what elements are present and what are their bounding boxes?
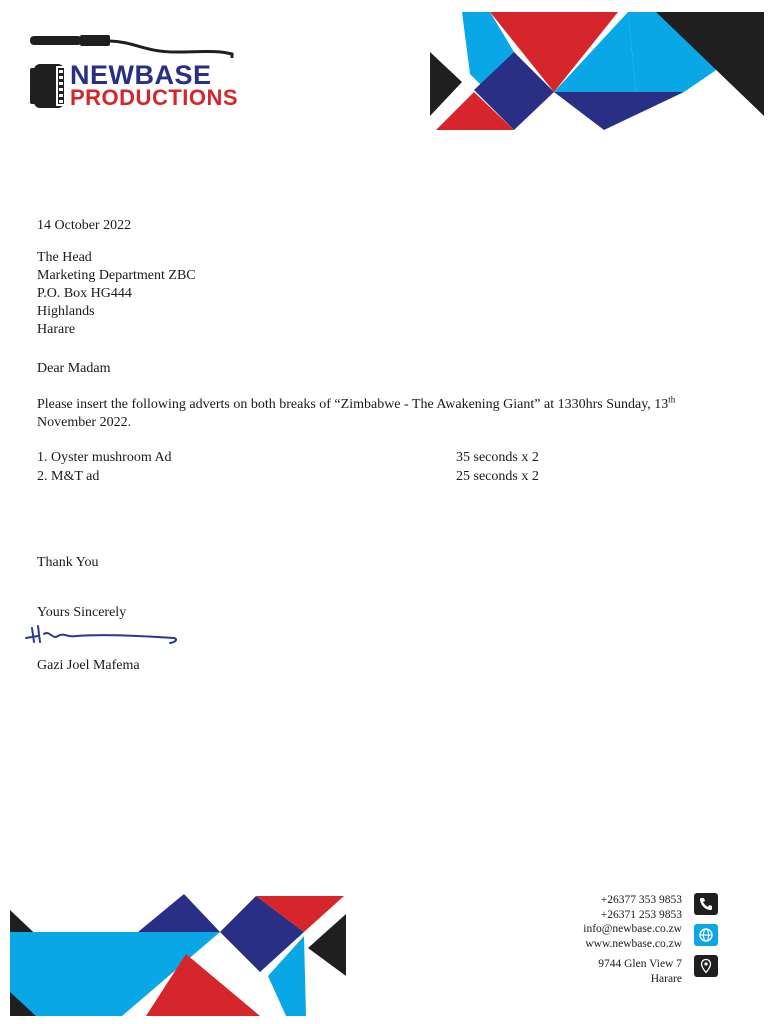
letter-date: 14 October 2022 (37, 218, 132, 233)
signatory-name: Gazi Joel Mafema (37, 658, 140, 673)
salutation: Dear Madam (37, 361, 111, 376)
recipient-address (37, 249, 196, 339)
company-logo (26, 30, 246, 112)
ordinal-suffix: th (668, 394, 676, 405)
address-line: Harare (37, 322, 76, 337)
address-line: Highlands (37, 304, 95, 319)
phone-icon (694, 893, 718, 915)
brand-subtitle: PRODUCTIONS (70, 85, 239, 110)
advert-item-label: 1. Oyster mushroom Ad (37, 450, 172, 465)
location-pin-icon (694, 955, 718, 977)
phone-number: +26377 353 9853 (600, 894, 682, 906)
advert-item-label: 2. M&T ad (37, 469, 100, 484)
website-url: www.newbase.co.zw (585, 937, 682, 950)
letter-body: Please insert the following adverts on both breaks of “Zimbabwe - The Awakening Giant” at 1330hrs Sunday, 13th November 2022. (37, 394, 676, 430)
contact-block (583, 893, 682, 987)
phone-number: +26371 253 9853 (600, 908, 682, 921)
thanks-line: Thank You (37, 555, 99, 570)
header-geometric-decoration (430, 12, 764, 132)
street-address: 9744 Glen View 7 (598, 958, 682, 971)
address-line: The Head (37, 250, 92, 265)
address-line: Marketing Department ZBC (37, 268, 196, 283)
advert-item-duration: 35 seconds x 2 (456, 450, 539, 465)
advert-item-duration: 25 seconds x 2 (456, 469, 539, 484)
closing-line: Yours Sincerely (37, 605, 127, 620)
email-address: info@newbase.co.zw (583, 923, 682, 936)
signature (24, 620, 180, 652)
brand-name: NEWBASE (70, 60, 212, 90)
city: Harare (650, 972, 682, 985)
globe-icon (694, 924, 718, 946)
address-line: P.O. Box HG444 (37, 286, 132, 301)
footer-geometric-decoration (10, 892, 346, 1016)
